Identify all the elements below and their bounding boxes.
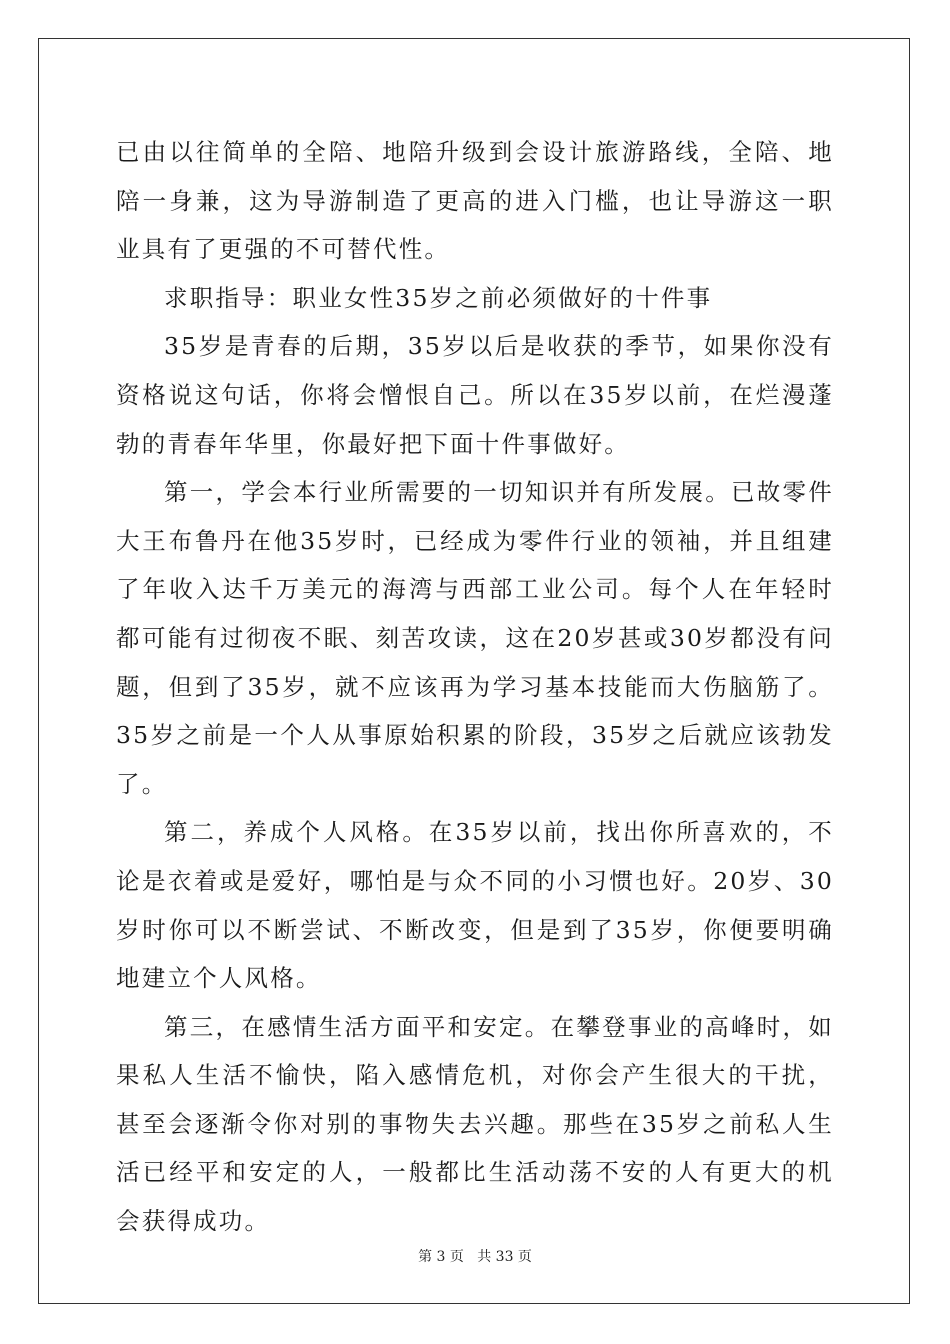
paragraph: 第一，学会本行业所需要的一切知识并有所发展。已故零件大王布鲁丹在他35岁时，已经成为零件行业的领袖，并且组建了年收入达千万美元的海湾与西部工业公司。每个人在年轻时都可能有过彻夜不眠、刻苦攻读，这在20岁甚或30岁都没有问题，但到了35岁，就不应该再为学习基本技能而大伤脑筋了。35岁之前是一个人从事原始积累的阶段，35岁之后就应该勃发了。 <box>116 478 834 798</box>
paragraph: 第三，在感情生活方面平和安定。在攀登事业的高峰时，如果私人生活不愉快，陷入感情危机，对你会产生很大的干扰，甚至会逐渐令你对别的事物失去兴趣。那些在35岁之前私人生活已经平和安定的人，一般都比生活动荡不安的人有更大的机会获得成功。 <box>116 1012 834 1236</box>
paragraph: 35岁是青春的后期，35岁以后是收获的季节，如果你没有资格说这句话，你将会憎恨自己。所以在35岁以前，在烂漫蓬勃的青春年华里，你最好把下面十件事做好。 <box>116 332 834 458</box>
page-footer <box>0 1246 950 1266</box>
paragraph: 已由以往简单的全陪、地陪升级到会设计旅游路线，全陪、地陪一身兼，这为导游制造了更高的进入门槛，也让导游这一职业具有了更强的不可替代性。 <box>116 138 834 264</box>
paragraph: 第二，养成个人风格。在35岁以前，找出你所喜欢的，不论是衣着或是爱好，哪怕是与众不同的小习惯也好。20岁、30岁时你可以不断尝试、不断改变，但是到了35岁，你便要明确地建立个人风格。 <box>116 818 834 993</box>
paragraph-heading: 求职指导：职业女性35岁之前必须做好的十件事 <box>164 283 713 312</box>
document-body <box>116 128 834 1246</box>
page-number: 第 3 页 共 33 页 <box>418 1249 532 1265</box>
